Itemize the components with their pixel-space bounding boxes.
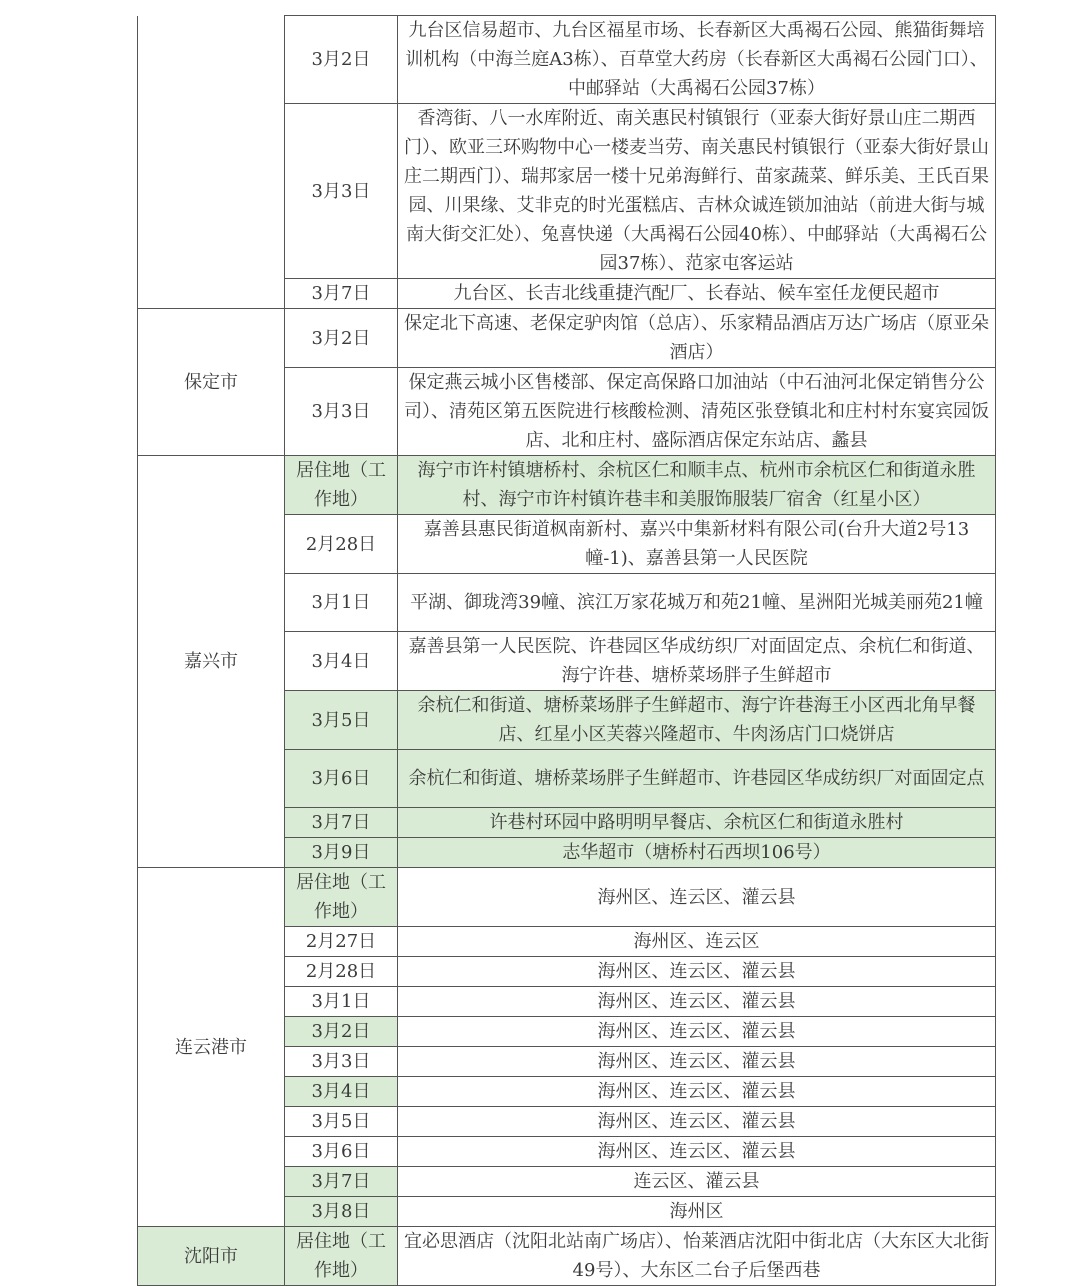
date-cell: 3月8日 <box>285 1197 398 1227</box>
date-cell: 3月9日 <box>285 838 398 868</box>
city-cell-shenyang: 沈阳市 <box>138 1227 285 1286</box>
date-cell: 3月3日 <box>285 1047 398 1077</box>
date-cell: 2月28日 <box>285 515 398 574</box>
date-cell: 3月2日 <box>285 16 398 104</box>
places-cell: 宜必思酒店（沈阳北站南广场店）、怡莱酒店沈阳中街北店（大东区大北街49号）、大东区二台子后堡西巷 <box>398 1227 996 1286</box>
city-cell-jiaxing: 嘉兴市 <box>138 456 285 868</box>
table-row <box>138 1227 996 1286</box>
date-cell: 3月4日 <box>285 1077 398 1107</box>
date-cell: 3月4日 <box>285 632 398 691</box>
date-cell: 3月3日 <box>285 104 398 279</box>
table-row <box>138 456 996 515</box>
table-row <box>138 868 996 927</box>
places-cell: 海州区、连云区、灌云县 <box>398 1137 996 1167</box>
table-row <box>138 16 996 104</box>
places-cell: 海州区、连云区、灌云县 <box>398 957 996 987</box>
date-cell: 3月6日 <box>285 750 398 808</box>
places-cell: 九台区信易超市、九台区福星市场、长春新区大禹褐石公园、熊猫街舞培训机构（中海兰庭A3栋）、百草堂大药房（长春新区大禹褐石公园门口）、中邮驿站（大禹褐石公园37栋） <box>398 16 996 104</box>
date-cell: 3月1日 <box>285 574 398 632</box>
places-cell: 九台区、长吉北线重捷汽配厂、长春站、候车室任龙便民超市 <box>398 279 996 309</box>
places-cell: 海州区、连云区 <box>398 927 996 957</box>
date-cell: 居住地（工作地） <box>285 868 398 927</box>
places-cell: 保定北下高速、老保定驴肉馆（总店）、乐家精品酒店万达广场店（原亚朵酒店） <box>398 309 996 368</box>
city-cell-lianyungang: 连云港市 <box>138 868 285 1227</box>
date-cell: 3月5日 <box>285 691 398 750</box>
date-cell: 3月7日 <box>285 279 398 309</box>
city-cell-baoding: 保定市 <box>138 309 285 456</box>
places-cell: 平湖、御珑湾39幢、滨江万家花城万和苑21幢、星洲阳光城美丽苑21幢 <box>398 574 996 632</box>
date-cell: 2月28日 <box>285 957 398 987</box>
places-cell: 海州区、连云区、灌云县 <box>398 1017 996 1047</box>
places-cell: 香湾街、八一水库附近、南关惠民村镇银行（亚泰大街好景山庄二期西门）、欧亚三环购物中心一楼麦当劳、南关惠民村镇银行（亚泰大街好景山庄二期西门）、瑞邦家居一楼十兄弟海鲜行、苗家蔬菜、鲜乐美、王氏百果园、川果缘、艾非克的时光蛋糕店、吉林众诚连锁加油站（前进大街与城南大街交汇处）、兔喜快递（大禹褐石公园40栋）、中邮驿站（大禹褐石公园37栋）、范家屯客运站 <box>398 104 996 279</box>
places-cell: 志华超市（塘桥村石西坝106号） <box>398 838 996 868</box>
places-cell: 海州区 <box>398 1197 996 1227</box>
date-cell: 居住地（工作地） <box>285 1227 398 1286</box>
date-cell: 3月2日 <box>285 1017 398 1047</box>
places-cell: 许巷村环园中路明明早餐店、余杭区仁和街道永胜村 <box>398 808 996 838</box>
places-cell: 海州区、连云区、灌云县 <box>398 1047 996 1077</box>
places-cell: 海州区、连云区、灌云县 <box>398 1107 996 1137</box>
date-cell: 3月7日 <box>285 1167 398 1197</box>
places-cell: 余杭仁和街道、塘桥菜场胖子生鲜超市、许巷园区华成纺织厂对面固定点 <box>398 750 996 808</box>
date-cell: 2月27日 <box>285 927 398 957</box>
places-cell: 海州区、连云区、灌云县 <box>398 868 996 927</box>
places-cell: 连云区、灌云县 <box>398 1167 996 1197</box>
places-cell: 海州区、连云区、灌云县 <box>398 987 996 1017</box>
table-row <box>138 309 996 368</box>
city-cell-changchun <box>138 16 285 309</box>
date-cell: 居住地（工作地） <box>285 456 398 515</box>
places-cell: 余杭仁和街道、塘桥菜场胖子生鲜超市、海宁许巷海王小区西北角早餐店、红星小区芙蓉兴隆超市、牛肉汤店门口烧饼店 <box>398 691 996 750</box>
places-cell: 保定燕云城小区售楼部、保定高保路口加油站（中石油河北保定销售分公司）、清苑区第五医院进行核酸检测、清苑区张登镇北和庄村村东宴宾园饭店、北和庄村、盛际酒店保定东站店、蠡县 <box>398 368 996 456</box>
date-cell: 3月3日 <box>285 368 398 456</box>
date-cell: 3月1日 <box>285 987 398 1017</box>
places-cell: 海州区、连云区、灌云县 <box>398 1077 996 1107</box>
places-cell: 嘉善县第一人民医院、许巷园区华成纺织厂对面固定点、余杭仁和街道、海宁许巷、塘桥菜场胖子生鲜超市 <box>398 632 996 691</box>
places-cell: 海宁市许村镇塘桥村、余杭区仁和顺丰点、杭州市余杭区仁和街道永胜村、海宁市许村镇许巷丰和美服饰服装厂宿舍（红星小区） <box>398 456 996 515</box>
date-cell: 3月7日 <box>285 808 398 838</box>
date-cell: 3月6日 <box>285 1137 398 1167</box>
places-cell: 嘉善县惠民街道枫南新村、嘉兴中集新材料有限公司(台升大道2号13幢-1)、嘉善县第一人民医院 <box>398 515 996 574</box>
risk-area-table <box>137 15 996 1286</box>
date-cell: 3月2日 <box>285 309 398 368</box>
date-cell: 3月5日 <box>285 1107 398 1137</box>
